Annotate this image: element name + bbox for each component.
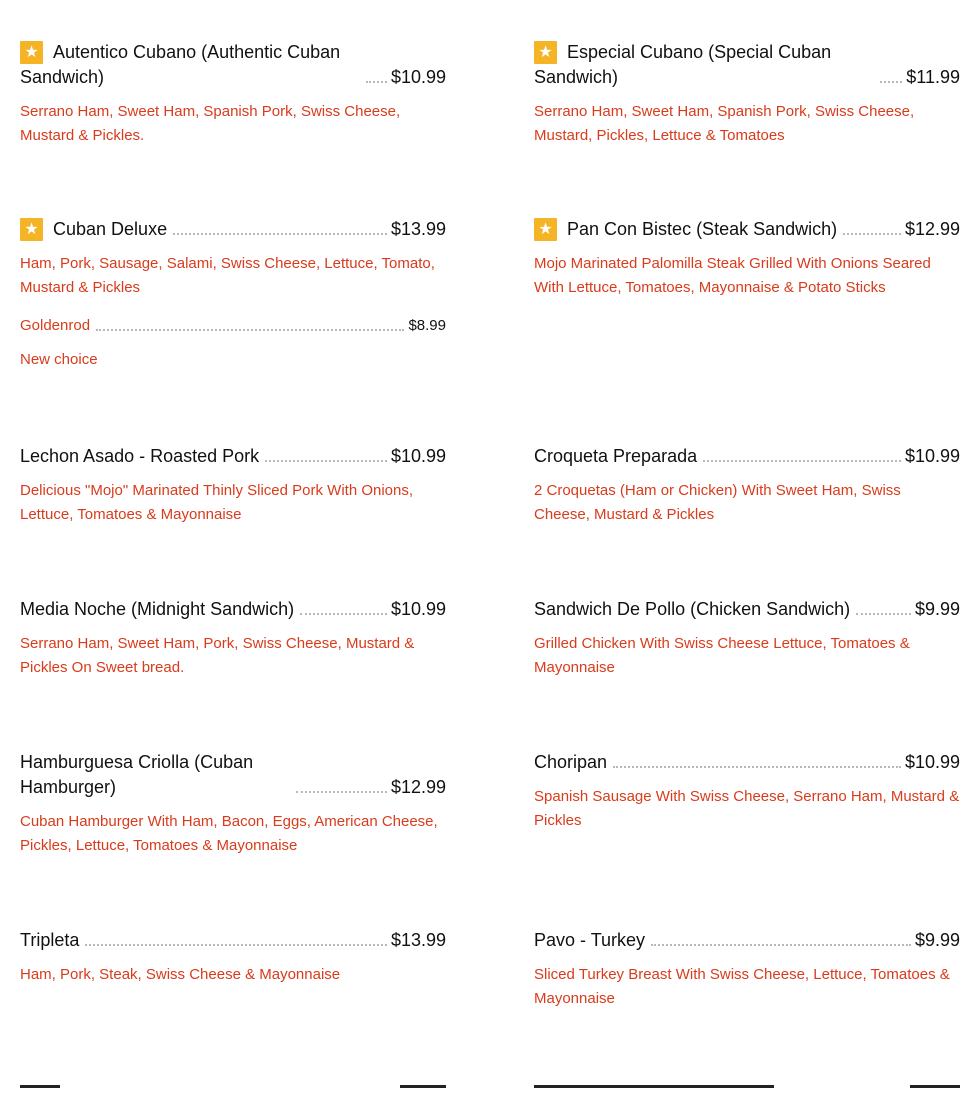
menu-item[interactable]	[534, 217, 960, 444]
item-title-row	[20, 597, 446, 622]
menu-item[interactable]	[20, 40, 446, 217]
dot-leader	[265, 460, 387, 462]
star-icon: ★	[20, 218, 43, 241]
menu-item[interactable]	[534, 444, 960, 597]
item-price: $10.99	[904, 752, 960, 772]
option-name: Goldenrod	[20, 317, 91, 334]
menu-item[interactable]	[20, 750, 446, 928]
item-title-row	[20, 444, 446, 469]
item-description: Cuban Hamburger With Ham, Bacon, Eggs, American Cheese, Pickles, Lettuce, Tomatoes & Mayonnaise	[20, 813, 438, 854]
item-price: $10.99	[390, 599, 446, 619]
dot-leader	[843, 233, 901, 235]
menu-item[interactable]	[20, 928, 446, 1068]
item-name: Croqueta Preparada	[534, 446, 698, 466]
item-description: Mojo Marinated Palomilla Steak Grilled With Onions Seared With Lettuce, Tomatoes, Mayonnaise & Potato Sticks	[534, 255, 931, 296]
cut-text-fragment	[20, 1085, 60, 1088]
item-title-row	[534, 928, 960, 953]
menu-item[interactable]	[20, 444, 446, 597]
item-price: $10.99	[904, 446, 960, 466]
item-price: $12.99	[904, 219, 960, 239]
item-name: Tripleta	[20, 930, 80, 950]
dot-leader	[703, 460, 901, 462]
star-icon: ★	[20, 41, 43, 64]
dot-leader	[173, 233, 387, 235]
item-description: Sliced Turkey Breast With Swiss Cheese, Lettuce, Tomatoes & Mayonnaise	[534, 966, 950, 1007]
next-row-cutoff	[20, 1085, 960, 1095]
cut-text-fragment	[910, 1085, 960, 1088]
option-choice[interactable]: New choice	[20, 351, 98, 368]
item-name: Autentico Cubano (Authentic Cuban Sandwich)	[20, 42, 341, 87]
item-description: Serrano Ham, Sweet Ham, Pork, Swiss Cheese, Mustard & Pickles On Sweet bread.	[20, 635, 415, 676]
item-name: Lechon Asado - Roasted Pork	[20, 446, 260, 466]
dot-leader	[613, 766, 901, 768]
item-price: $13.99	[390, 930, 446, 950]
cut-text-fragment	[400, 1085, 446, 1088]
item-price: $10.99	[390, 67, 446, 87]
item-description: Spanish Sausage With Swiss Cheese, Serrano Ham, Mustard & Pickles	[534, 788, 960, 829]
item-title-row	[534, 40, 960, 90]
menu-item[interactable]	[534, 750, 960, 928]
dot-leader	[651, 944, 911, 946]
dot-leader	[366, 81, 387, 83]
item-description: Grilled Chicken With Swiss Cheese Lettuce, Tomatoes & Mayonnaise	[534, 635, 910, 676]
menu-item[interactable]	[534, 40, 960, 217]
item-name: Sandwich De Pollo (Chicken Sandwich)	[534, 599, 851, 619]
cut-text-fragment	[534, 1085, 774, 1088]
item-name: Pavo - Turkey	[534, 930, 646, 950]
dot-leader	[96, 329, 404, 331]
item-title-row	[20, 928, 446, 953]
item-price: $13.99	[390, 219, 446, 239]
item-price: $9.99	[914, 599, 960, 619]
dot-leader	[300, 613, 387, 615]
item-name: Choripan	[534, 752, 608, 772]
item-price: $12.99	[390, 777, 446, 797]
item-title-row	[20, 40, 446, 90]
item-name: Pan Con Bistec (Steak Sandwich)	[567, 219, 838, 239]
menu-grid	[20, 40, 960, 1068]
star-icon: ★	[534, 218, 557, 241]
item-title-row	[534, 217, 960, 242]
item-price: $9.99	[914, 930, 960, 950]
menu-item[interactable]	[20, 217, 446, 444]
item-description: Ham, Pork, Steak, Swiss Cheese & Mayonnaise	[20, 966, 341, 983]
dot-leader	[296, 791, 387, 793]
item-title-row	[20, 750, 446, 800]
menu-item[interactable]	[534, 928, 960, 1068]
item-name: Hamburguesa Criolla (Cuban Hamburger)	[20, 752, 254, 797]
item-description: Delicious "Mojo" Marinated Thinly Sliced Pork With Onions, Lettuce, Tomatoes & Mayonnaise	[20, 482, 414, 523]
item-description: 2 Croquetas (Ham or Chicken) With Sweet Ham, Swiss Cheese, Mustard & Pickles	[534, 482, 901, 523]
item-title-row	[20, 217, 446, 242]
dot-leader	[85, 944, 387, 946]
item-description: Serrano Ham, Sweet Ham, Spanish Pork, Swiss Cheese, Mustard & Pickles.	[20, 103, 401, 144]
item-description: Ham, Pork, Sausage, Salami, Swiss Cheese, Lettuce, Tomato, Mustard & Pickles	[20, 255, 435, 296]
item-price: $10.99	[390, 446, 446, 466]
item-title-row	[534, 444, 960, 469]
item-description: Serrano Ham, Sweet Ham, Spanish Pork, Swiss Cheese, Mustard, Pickles, Lettuce & Tomatoes	[534, 103, 915, 144]
item-title-row	[534, 750, 960, 775]
item-option[interactable]	[20, 316, 446, 336]
item-name: Especial Cubano (Special Cuban Sandwich)	[534, 42, 832, 87]
dot-leader	[880, 81, 902, 83]
menu-item[interactable]	[534, 597, 960, 750]
item-name: Cuban Deluxe	[53, 219, 168, 239]
item-title-row	[534, 597, 960, 622]
item-price: $11.99	[906, 67, 960, 87]
option-price: $8.99	[408, 317, 446, 334]
star-icon: ★	[534, 41, 557, 64]
dot-leader	[856, 613, 911, 615]
item-name: Media Noche (Midnight Sandwich)	[20, 599, 295, 619]
menu-item[interactable]	[20, 597, 446, 750]
